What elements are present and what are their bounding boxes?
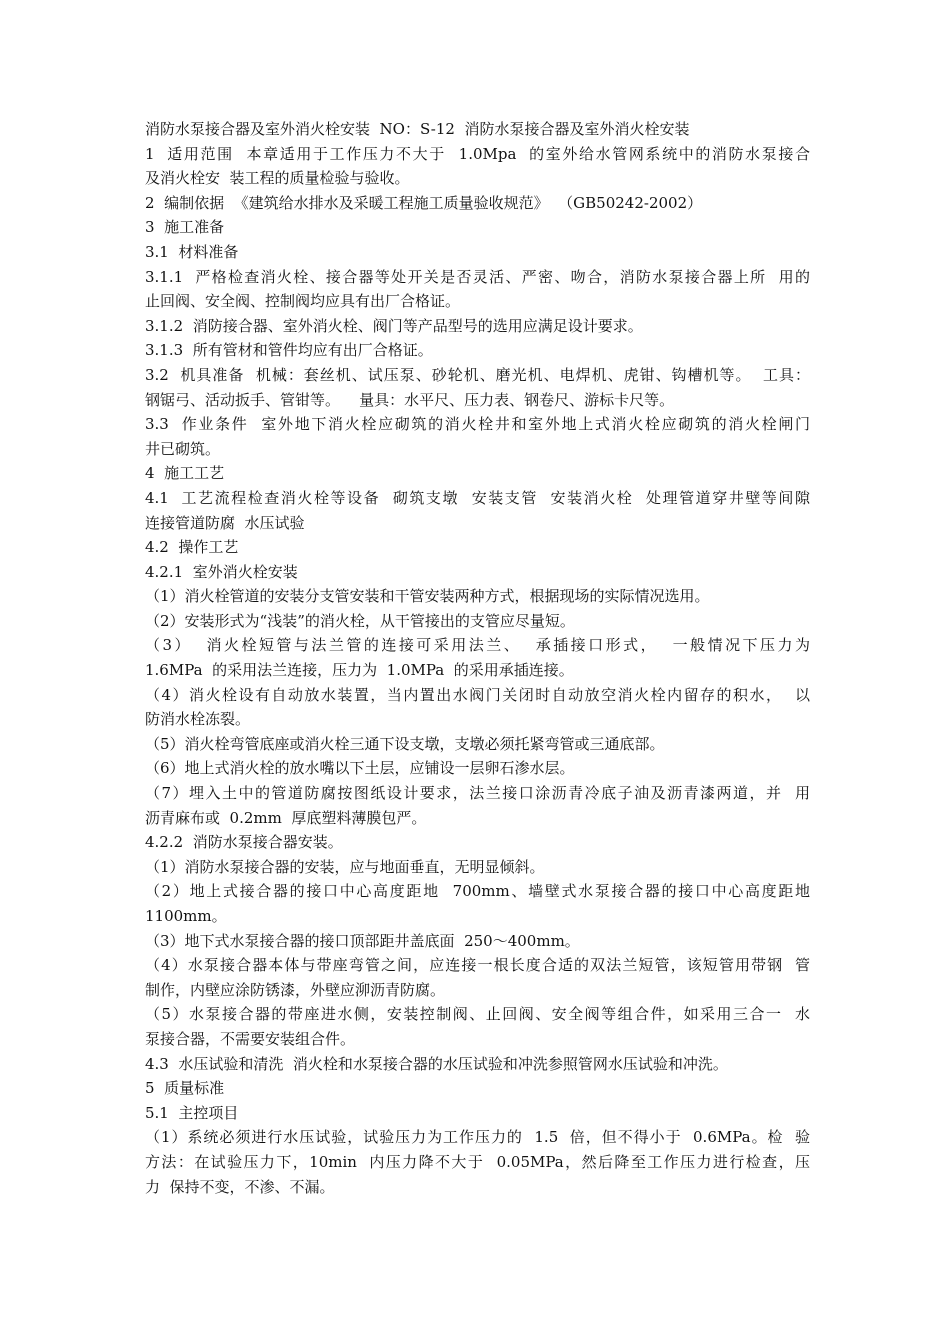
section-heading: 4.2.2 消防水泵接合器安装。	[145, 833, 343, 852]
text-line: 3.2 机具准备 机械：套丝机、试压泵、砂轮机、磨光机、电焊机、虎钳、钩槽机等。 工具：	[145, 365, 810, 384]
list-item: （3） 消火栓短管与法兰管的连接可采用法兰、 承插接口形式， 一般情况下压力为	[145, 636, 810, 655]
text-line: 1.6MPa 的采用法兰连接，压力为 1.0MPa 的采用承插连接。	[145, 661, 574, 680]
text-line: 防消水栓冻裂。	[145, 710, 251, 729]
text-line: 泵接合器，不需要安装组合件。	[145, 1029, 356, 1048]
list-item: （4）消火栓设有自动放水装置，当内置出水阀门关闭时自动放空消火栓内留存的积水， 以	[145, 685, 810, 704]
list-item: （1）消防水泵接合器的安装，应与地面垂直，无明显倾斜。	[145, 857, 545, 876]
document-body	[145, 117, 810, 1199]
text-line: 及消火栓安 装工程的质量检验与验收。	[145, 169, 410, 188]
text-line: 沥青麻布或 0.2mm 厚底塑料薄膜包严。	[145, 808, 427, 827]
text-line: 1100mm。	[145, 907, 227, 925]
text-line: 井已砌筑。	[145, 439, 221, 458]
list-item: （7）埋入土中的管道防腐按图纸设计要求，法兰接口涂沥青冷底子油及沥青漆两道，并 用	[145, 784, 810, 803]
section-heading: 3 施工准备	[145, 218, 225, 237]
text-line: 钢锯弓、活动扳手、管钳等。 量具：水平尺、压力表、钢卷尺、游标卡尺等。	[145, 390, 675, 409]
section-heading: 5 质量标准	[145, 1079, 225, 1098]
list-item: （5）消火栓弯管底座或消火栓三通下设支墩，支墩必须托紧弯管或三通底部。	[145, 734, 665, 753]
text-line: 力 保持不变，不渗、不漏。	[145, 1177, 335, 1196]
text-line: 2 编制依据 《建筑给水排水及采暖工程施工质量验收规范》 （GB50242-2002）	[145, 193, 703, 212]
text-line: 3.1.3 所有管材和管件均应有出厂合格证。	[145, 341, 433, 360]
section-heading: 3.1 材料准备	[145, 242, 239, 261]
text-line: 4.1 工艺流程检查消火栓等设备 砌筑支墩 安装支管 安装消火栓 处理管道穿井壁等间隙	[145, 488, 810, 507]
list-item: （1）系统必须进行水压试验，试验压力为工作压力的 1.5 倍，但不得小于 0.6MPa。检 验	[145, 1128, 810, 1147]
section-heading: 4.2 操作工艺	[145, 538, 239, 557]
text-line: 3.1.1 严格检查消火栓、接合器等处开关是否灵活、严密、吻合，消防水泵接合器上所 用的	[145, 267, 810, 286]
text-line: 方法：在试验压力下，10min 内压力降不大于 0.05MPa，然后降至工作压力进行检查，压	[145, 1152, 810, 1171]
section-heading: 4 施工工艺	[145, 464, 225, 483]
text-line: 3.3 作业条件 室外地下消火栓应砌筑的消火栓井和室外地上式消火栓应砌筑的消火栓闸门	[145, 415, 810, 434]
text-line: 制作，内壁应涂防锈漆，外壁应泖沥青防腐。	[145, 980, 446, 999]
section-heading: 5.1 主控项目	[145, 1103, 239, 1122]
list-item: （3）地下式水泵接合器的接口顶部距井盖底面 250～400mm。	[145, 931, 580, 950]
text-line: 3.1.2 消防接合器、室外消火栓、阀门等产品型号的选用应满足设计要求。	[145, 316, 643, 335]
list-item: （2）地上式接合器的接口中心高度距地 700mm、墙壁式水泵接合器的接口中心高度距地	[145, 882, 810, 901]
list-item: （4）水泵接合器本体与带座弯管之间，应连接一根长度合适的双法兰短管，该短管用带钢 管	[145, 956, 810, 975]
list-item: （5）水泵接合器的带座进水侧，安装控制阀、止回阀、安全阀等组合件，如采用三合一 水	[145, 1005, 810, 1024]
document-title-line: 消防水泵接合器及室外消火栓安装 NO：S-12 消防水泵接合器及室外消火栓安装	[145, 120, 690, 138]
list-item: （6）地上式消火栓的放水嘴以下土层，应铺设一层卵石渗水层。	[145, 759, 575, 778]
text-line: 4.3 水压试验和清洗 消火栓和水泵接合器的水压试验和冲洗参照管网水压试验和冲洗。	[145, 1054, 728, 1073]
text-line: 止回阀、安全阀、控制阀均应具有出厂合格证。	[145, 292, 461, 311]
text-line: 连接管道防腐 水压试验	[145, 513, 305, 532]
list-item: （2）安装形式为“浅装”的消火栓，从干管接出的支管应尽量短。	[145, 611, 575, 630]
text-line: 1 适用范围 本章适用于工作压力不大于 1.0Mpa 的室外给水管网系统中的消防水泵接合	[145, 144, 810, 163]
section-heading: 4.2.1 室外消火栓安装	[145, 562, 298, 581]
list-item: （1）消火栓管道的安装分支管安装和干管安装两种方式，根据现场的实际情况选用。	[145, 587, 710, 606]
